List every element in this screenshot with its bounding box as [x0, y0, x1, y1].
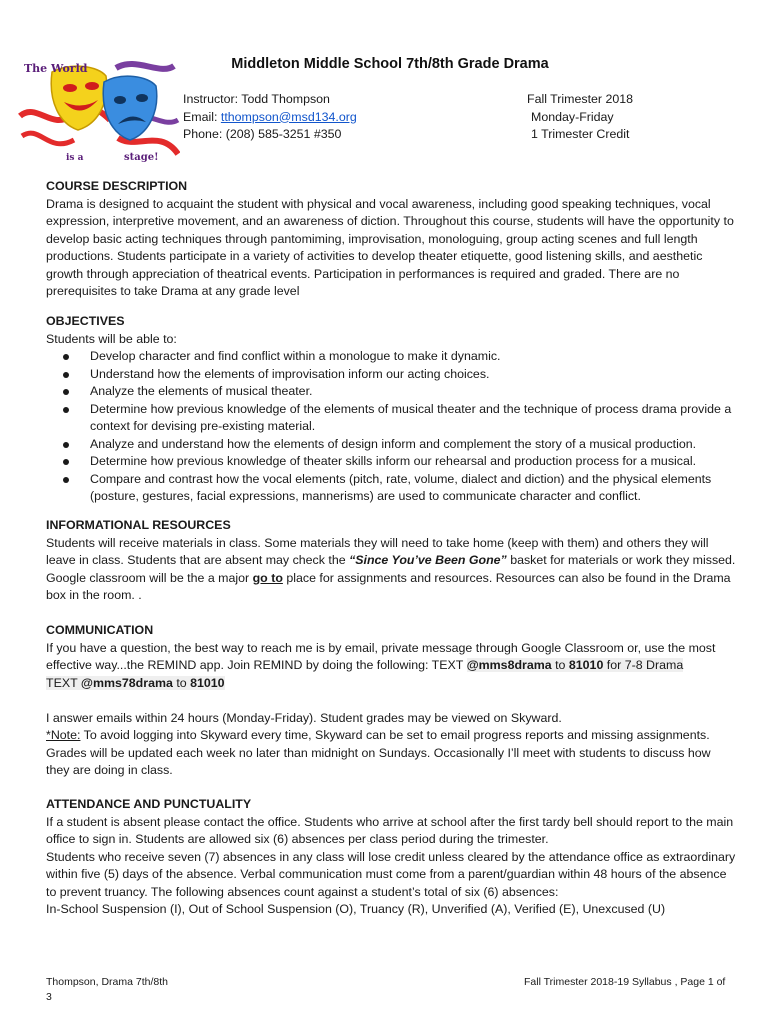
logo-bottom-left-text: is a — [66, 153, 84, 163]
footer-left — [46, 975, 168, 1005]
attendance-section — [46, 796, 736, 919]
attendance-heading: ATTENDANCE AND PUNCTUALITY — [46, 797, 252, 811]
communication-heading: COMMUNICATION — [46, 623, 154, 637]
attendance-p1: If a student is absent please contact the office. Students who arrive at school after the first tardy bell should report to the main office to sign in. Students are allowed six (6) absences per class period during the trimester. — [46, 814, 734, 846]
instructor-email-line — [183, 109, 357, 127]
objectives-list — [46, 348, 736, 506]
resources-heading: INFORMATIONAL RESOURCES — [46, 518, 231, 532]
attendance-p2: Students who receive seven (7) absences in any class will lose credit unless cleared by the attendance office as extraordinary within five (5) days of the absence. Verbal communication must come from a parent/guardian within 48 hours of the absence to prevent truancy. The following absences count against a student’s total of six (6) absences: — [46, 849, 736, 899]
page-title: Middleton Middle School 7th/8th Grade Drama — [231, 56, 549, 72]
remind-code-8: @mms8drama — [466, 658, 552, 672]
note-label: *Note: — [46, 728, 81, 742]
go-to-emphasis: go to — [252, 570, 283, 585]
footer-course: Thompson, Drama 7th/8th — [46, 976, 168, 988]
objectives-section — [46, 313, 736, 506]
logo-top-text: The World — [24, 62, 88, 75]
objective-item: Compare and contrast how the vocal elements (pitch, rate, volume, dialect and diction) and the physical elements (posture, gestures, facial expressions, mannerisms) are used to communicate character and conflict. — [46, 471, 736, 506]
attendance-codes: In-School Suspension (I), Out of School Suspension (O), Truancy (R), Unverified (A), Verified (E), Unexcused (U) — [46, 902, 666, 916]
objective-item: Develop character and find conflict within a monologue to make it dynamic. — [46, 348, 736, 366]
resources-text: Students will receive materials in class. Some materials they will need to take home (keep with them) and others they will leave in class. Students that are absent may check the “Since You’ve Been Gone” basket for materials or work they missed. Google classroom will be the a major go to place for assignments and resources. Resources can also be found in the Drama box in the room. . — [46, 535, 736, 602]
resources-section — [46, 517, 736, 605]
term-days: Monday-Friday — [531, 109, 614, 124]
communication-section — [46, 622, 736, 780]
drama-masks-logo — [18, 58, 180, 164]
logo-bottom-right-text: stage! — [124, 152, 159, 163]
objective-item: Determine how previous knowledge of theater skills inform our rehearsal and production process for a musical. — [46, 453, 736, 471]
footer-page-total: 3 — [46, 991, 52, 1003]
objectives-intro: Students will be able to: — [46, 331, 177, 346]
term-credit: 1 Trimester Credit — [531, 127, 630, 141]
instructor-name: Instructor: Todd Thompson — [183, 92, 330, 106]
skyward-note: *Note: To avoid logging into Skyward every time, Skyward can be set to email progress reports and missing assignments. Grades will be updated each week no later than midnight on Sundays. Occasionally I’ll meet with students to discuss how they are doing in class. — [46, 728, 711, 777]
course-description-heading: COURSE DESCRIPTION — [46, 179, 188, 193]
course-description-section — [46, 178, 736, 301]
email-link[interactable]: tthompson@msd134.org — [220, 109, 357, 124]
email-response-text: I answer emails within 24 hours (Monday-Friday). Student grades may be viewed on Skyward. — [46, 710, 562, 725]
course-description-text: Drama is designed to acquaint the student with physical and vocal awareness, including good speaking techniques, vocal expression, interpretive movement, and an awareness of diction. Throughout this course, students will have the opportunity to develop basic acting techniques through pantomiming, improvisation, monologuing, group acting scenes and full length productions. Students participate in a variety of activities to develop theater etiquette, good listening skills, and aesthetic growth through appreciation of theatrical events. Participation in performances is required and graded. There are no prerequisites to take Drama at any grade level — [46, 196, 734, 298]
remind-number: 81010 — [568, 658, 604, 672]
communication-text: If you have a question, the best way to reach me is by email, private message through Google Classroom or, use the most effective way...the REMIND app. Join REMIND by doing the following: TEXT @mms8drama to 81010 for 7-8 Drama TEXT @mms78drama to 81010 — [46, 640, 716, 690]
footer-right: Fall Trimester 2018-19 Syllabus , Page 1 of — [524, 976, 726, 988]
basket-name: “Since You’ve Been Gone” — [349, 553, 507, 567]
objective-item: Understand how the elements of improvisation inform our acting choices. — [46, 366, 736, 384]
email-label: Email: — [183, 109, 221, 124]
term-label: Fall Trimester 2018 — [527, 92, 634, 106]
instructor-phone: Phone: (208) 585-3251 #350 — [183, 127, 342, 141]
term-info — [527, 91, 633, 144]
remind-number-2: 81010 — [190, 675, 225, 690]
objective-item: Analyze and understand how the elements of design inform and complement the story of a musical production. — [46, 436, 736, 454]
objective-item: Determine how previous knowledge of the elements of musical theater and the technique of process drama provide a context for devising pre-existing material. — [46, 401, 736, 436]
remind-code-78: @mms78drama — [80, 675, 173, 690]
theater-masks-icon — [18, 58, 180, 164]
objectives-heading: OBJECTIVES — [46, 314, 125, 328]
instructor-info — [183, 91, 357, 144]
objective-item: Analyze the elements of musical theater. — [46, 383, 736, 401]
